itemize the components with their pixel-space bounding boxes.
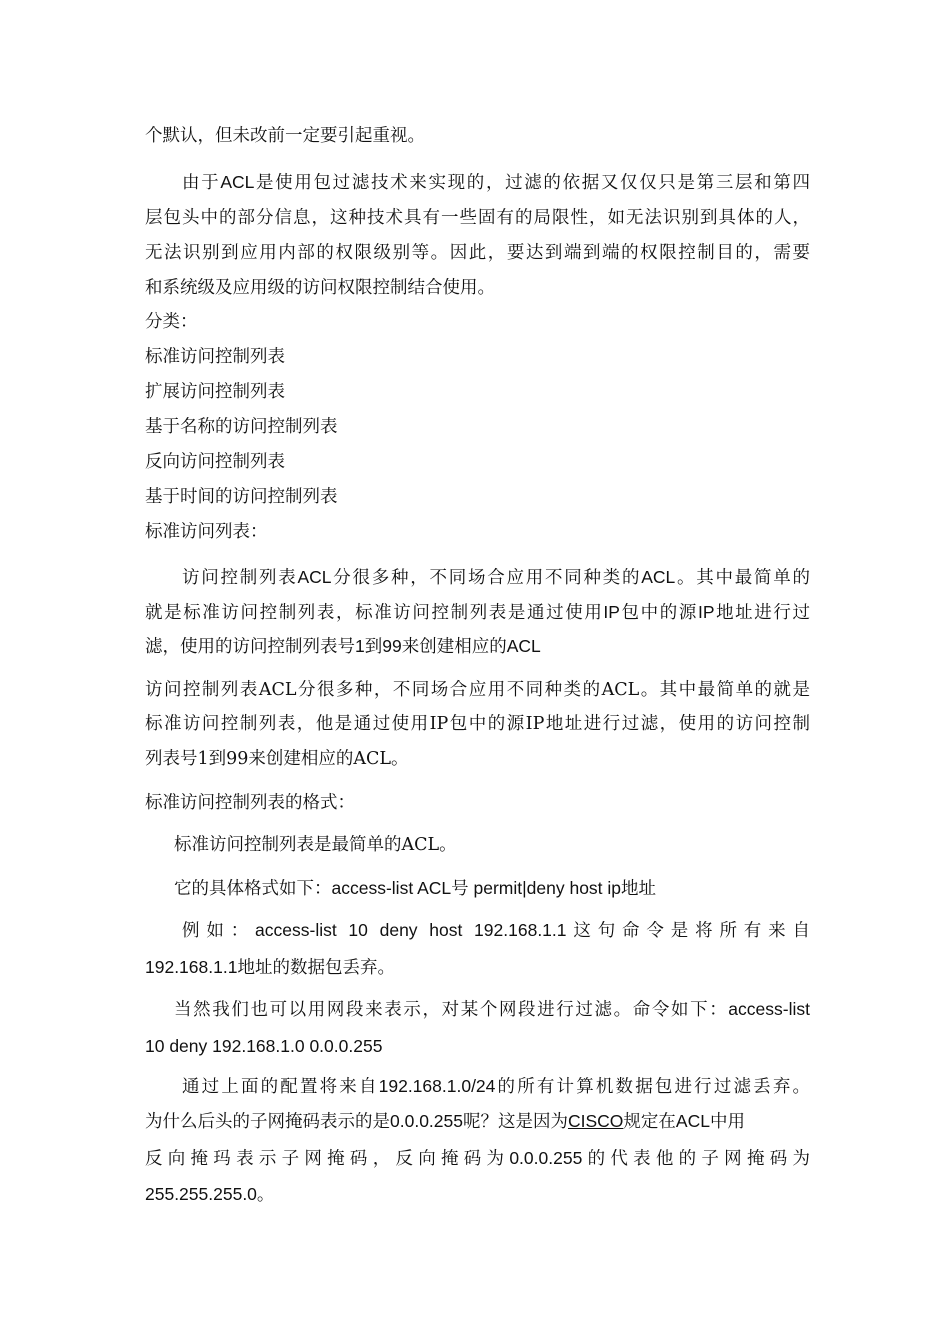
section-label: 分类： [145,312,198,332]
section-label: 标准访问列表： [145,522,268,542]
paragraph-line: 通过上面的配置将来自192.168.1.0/24的所有计算机数据包进行过滤丢弃。 [182,1076,810,1096]
paragraph-line: 层包头中的部分信息，这种技术具有一些固有的局限性，如无法识别到具体的人， [145,207,810,227]
paragraph-line: 当然我们也可以用网段来表示，对某个网段进行过滤。命令如下：access-list [174,999,810,1019]
paragraph-line: 无法识别到应用内部的权限级别等。因此，要达到端到端的权限控制目的，需要 [145,242,810,262]
paragraph-line: 个默认，但未改前一定要引起重视。 [145,126,425,146]
paragraph-line: 访问控制列表ACL分很多种，不同场合应用不同种类的ACL。其中最简单的 [182,567,810,587]
paragraph-line: 标准访问控制列表是最简单的ACL。 [174,835,457,855]
paragraph-line: 192.168.1.1地址的数据包丢弃。 [145,957,395,977]
paragraph-line: 滤，使用的访问控制列表号1到99来创建相应的ACL [145,636,541,656]
paragraph-line: 255.255.255.0。 [145,1184,275,1204]
paragraph-line: 例如：access-list 10 deny host 192.168.1.1这句命令是将所有来自 [182,920,810,940]
paragraph-line: 列表号1到99来创建相应的ACL。 [145,749,409,769]
list-item: 标准访问控制列表 [145,347,285,367]
text-span: 规定在ACL中用 [623,1111,745,1131]
paragraph-line [145,1109,810,1133]
paragraph-line: 和系统级及应用级的访问权限控制结合使用。 [145,277,495,297]
cisco-link[interactable]: CISCO [567,1111,624,1131]
paragraph-line: 由于ACL是使用包过滤技术来实现的，过滤的依据又仅仅只是第三层和第四 [182,172,810,192]
paragraph-line: 反向掩玛表示子网掩码，反向掩码为0.0.0.255的代表他的子网掩码为 [145,1148,810,1168]
list-item: 反向访问控制列表 [145,452,285,472]
paragraph-line: 它的具体格式如下：access-list ACL号 permit|deny host ip地址 [174,878,657,898]
list-item: 基于时间的访问控制列表 [145,487,338,507]
code-line: 10 deny 192.168.1.0 0.0.0.255 [145,1036,383,1056]
list-item: 基于名称的访问控制列表 [145,417,338,437]
paragraph-line: 就是标准访问控制列表，标准访问控制列表是通过使用IP包中的源IP地址进行过 [145,602,810,622]
text-span: 为什么后头的子网掩码表示的是0.0.0.255呢？这是因为 [145,1111,568,1131]
list-item: 扩展访问控制列表 [145,382,285,402]
paragraph-line: 标准访问控制列表，他是通过使用IP包中的源IP地址进行过滤，使用的访问控制 [145,714,810,734]
paragraph-line: 访问控制列表ACL分很多种，不同场合应用不同种类的ACL。其中最简单的就是 [145,680,810,700]
section-label: 标准访问控制列表的格式： [145,793,355,813]
